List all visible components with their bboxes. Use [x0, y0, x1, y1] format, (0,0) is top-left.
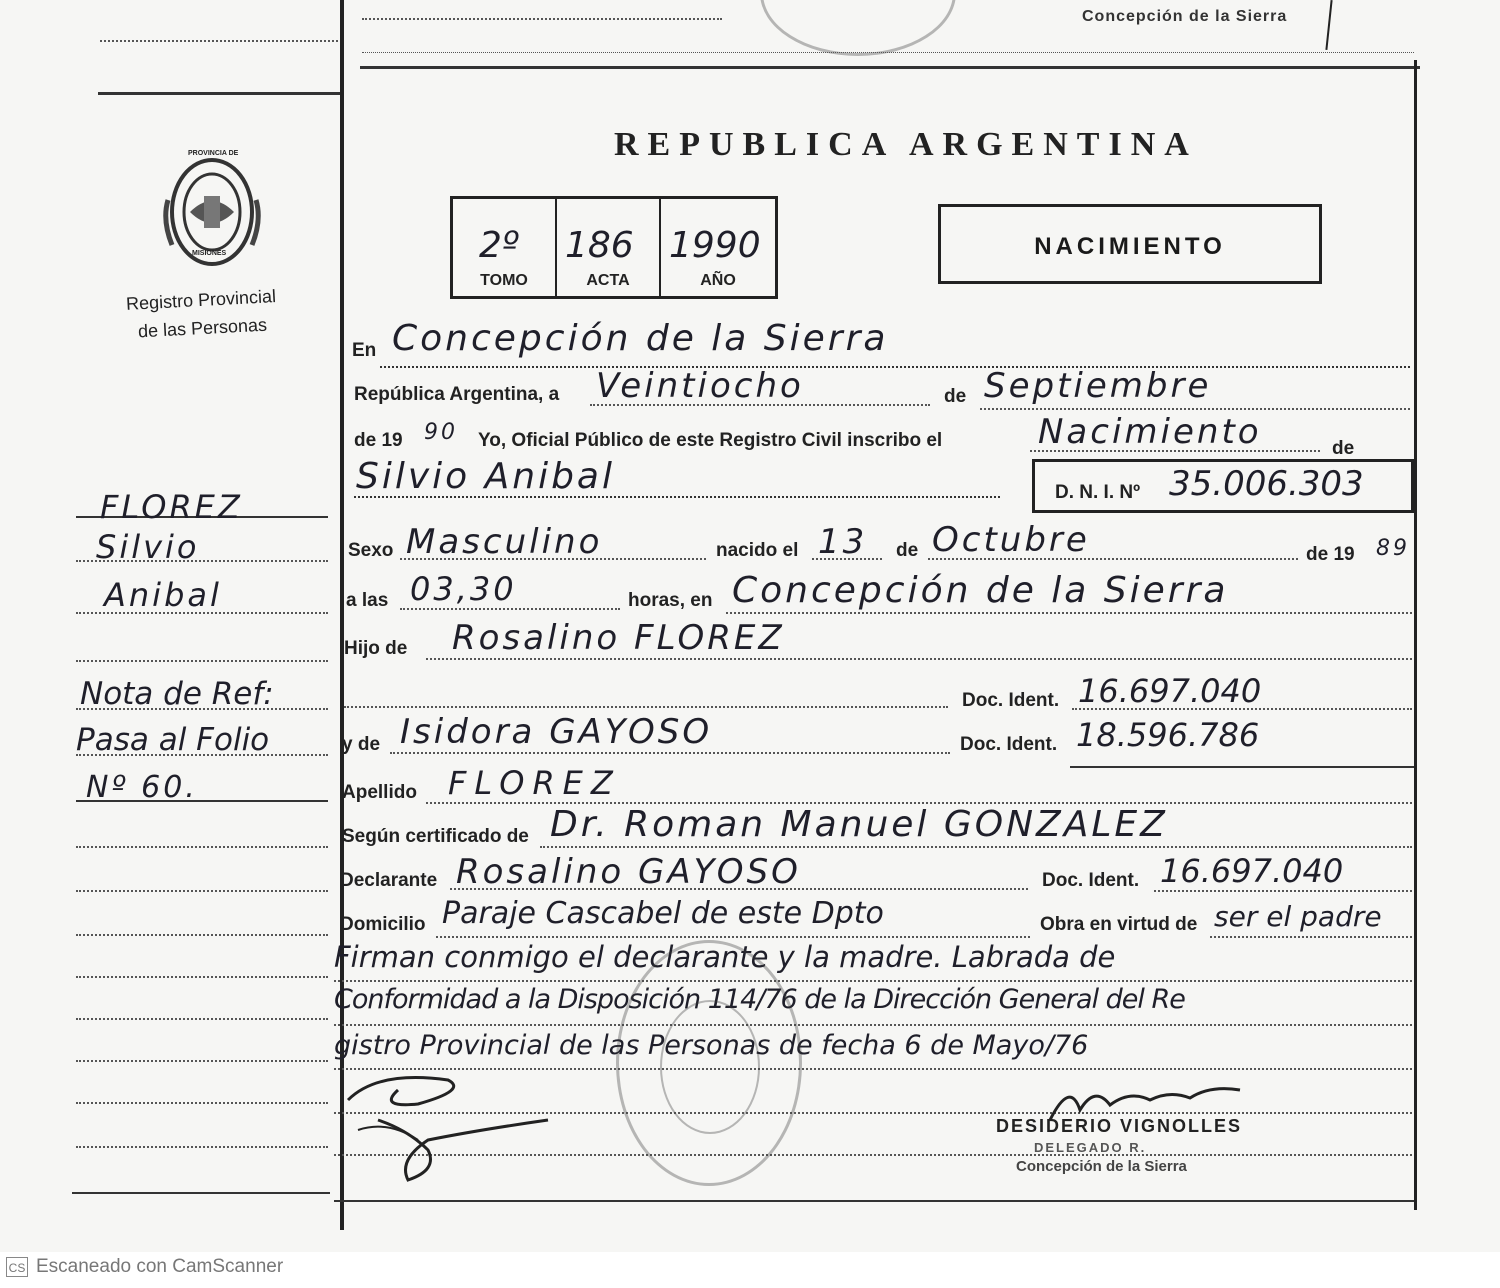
birth-year-label: de 19 — [1306, 544, 1355, 565]
father-doc: 16.697.040 — [1078, 672, 1262, 710]
note-line-3: gistro Provincial de las Personas de fecha 6 de Mayo/76 — [334, 1030, 1089, 1061]
margin-note-number: Nº 60. — [86, 770, 198, 805]
republica-label: República Argentina, a — [354, 384, 560, 405]
margin-note-folio: Pasa al Folio — [76, 722, 270, 758]
mother-name: Isidora GAYOSO — [400, 712, 713, 752]
act-handwritten: Nacimiento — [1038, 412, 1262, 452]
dni-box — [1032, 459, 1414, 513]
declarant-signature — [338, 1060, 568, 1190]
margin-second-name: Anibal — [104, 576, 222, 614]
anio-cell — [661, 199, 775, 296]
acta-cell — [557, 199, 661, 296]
apellido-value: FLOREZ — [448, 764, 621, 802]
sexo-value: Masculino — [406, 522, 603, 562]
obra-label: Obra en virtud de — [1040, 914, 1198, 935]
hijo-label: Hijo de — [344, 638, 408, 659]
act-type-box: NACIMIENTO — [938, 204, 1322, 284]
child-name: Silvio Anibal — [356, 456, 615, 497]
doctor-name: Dr. Roman Manuel GONZALEZ — [550, 804, 1168, 845]
birth-place: Concepción de la Sierra — [732, 570, 1229, 611]
acta-value: 186 — [565, 225, 634, 266]
dni-label: D. N. I. Nº — [1055, 482, 1141, 503]
anio-label: AÑO — [700, 272, 736, 289]
official-place: Concepción de la Sierra — [1016, 1158, 1187, 1175]
de-year-label: de 19 — [354, 430, 403, 451]
sexo-label: Sexo — [348, 540, 394, 561]
birth-month: Octubre — [932, 520, 1090, 560]
top-stamp-text: Concepción de la Sierra — [1082, 8, 1288, 25]
doc-label-mother: Doc. Ident. — [960, 734, 1058, 755]
note-line-1: Firman conmigo el declarante y la madre. Labrada de — [334, 940, 1116, 974]
margin-first-name: Silvio — [96, 528, 200, 566]
en-label: En — [352, 340, 377, 361]
official-title: DELEGADO R. — [1034, 1140, 1147, 1155]
doc-label-declarante: Doc. Ident. — [1042, 870, 1140, 891]
nacido-label: nacido el — [716, 540, 799, 561]
birth-time: 03,30 — [410, 570, 517, 608]
horas-label: horas, en — [628, 590, 713, 611]
registration-day: Veintiocho — [596, 366, 804, 406]
a-las-label: a las — [346, 590, 389, 611]
apellido-label: Apellido — [342, 782, 417, 803]
office-name-line1: Registro Provincial — [125, 286, 277, 314]
official-name: DESIDERIO VIGNOLLES — [996, 1116, 1243, 1136]
registration-month: Septiembre — [984, 366, 1212, 406]
obra-value: ser el padre — [1214, 900, 1382, 933]
margin-note-ref: Nota de Ref: — [80, 676, 274, 712]
de-label-2: de — [1332, 438, 1355, 459]
tomo-cell — [453, 199, 557, 296]
margin-surname: FLOREZ — [100, 488, 243, 526]
de-label-1: de — [944, 386, 967, 407]
declarante-label: Declarante — [340, 870, 438, 891]
country-title: REPUBLICA ARGENTINA — [614, 126, 1198, 163]
acta-label: ACTA — [586, 272, 630, 289]
office-name-line2: de las Personas — [137, 314, 268, 342]
registration-year-suffix: 90 — [424, 420, 458, 445]
certificado-label: Según certificado de — [342, 826, 529, 847]
intro-text: Yo, Oficial Público de este Registro Civil inscribo el — [478, 430, 943, 451]
seal-text-top: PROVINCIA DE — [188, 150, 239, 157]
mother-doc: 18.596.786 — [1076, 716, 1260, 754]
note-line-2: Conformidad a la Disposición 114/76 de la Dirección General del Re — [334, 984, 1185, 1015]
birth-day: 13 — [818, 522, 868, 562]
y-de-label: y de — [342, 734, 381, 755]
registration-place: Concepción de la Sierra — [392, 318, 889, 359]
doc-label-father: Doc. Ident. — [962, 690, 1060, 711]
tomo-value: 2º — [479, 225, 519, 266]
scanner-text: Escaneado con CamScanner — [36, 1256, 284, 1277]
top-round-stamp — [760, 0, 956, 56]
registry-number-box — [450, 196, 778, 299]
de-label-3: de — [896, 540, 919, 561]
tomo-label: TOMO — [480, 272, 528, 289]
domicilio-label: Domicilio — [340, 914, 426, 935]
declarante-doc: 16.697.040 — [1160, 852, 1344, 890]
seal-text-bottom: MISIONES — [192, 250, 227, 257]
anio-value: 1990 — [669, 225, 761, 266]
father-name: Rosalino FLOREZ — [452, 618, 785, 658]
camscanner-logo-icon: CS — [6, 1257, 28, 1277]
birth-year-suffix: 89 — [1376, 536, 1410, 561]
declarante-name: Rosalino GAYOSO — [456, 852, 801, 892]
domicilio-value: Paraje Cascabel de este Dpto — [442, 896, 884, 931]
dni-value: 35.006.303 — [1169, 464, 1364, 504]
